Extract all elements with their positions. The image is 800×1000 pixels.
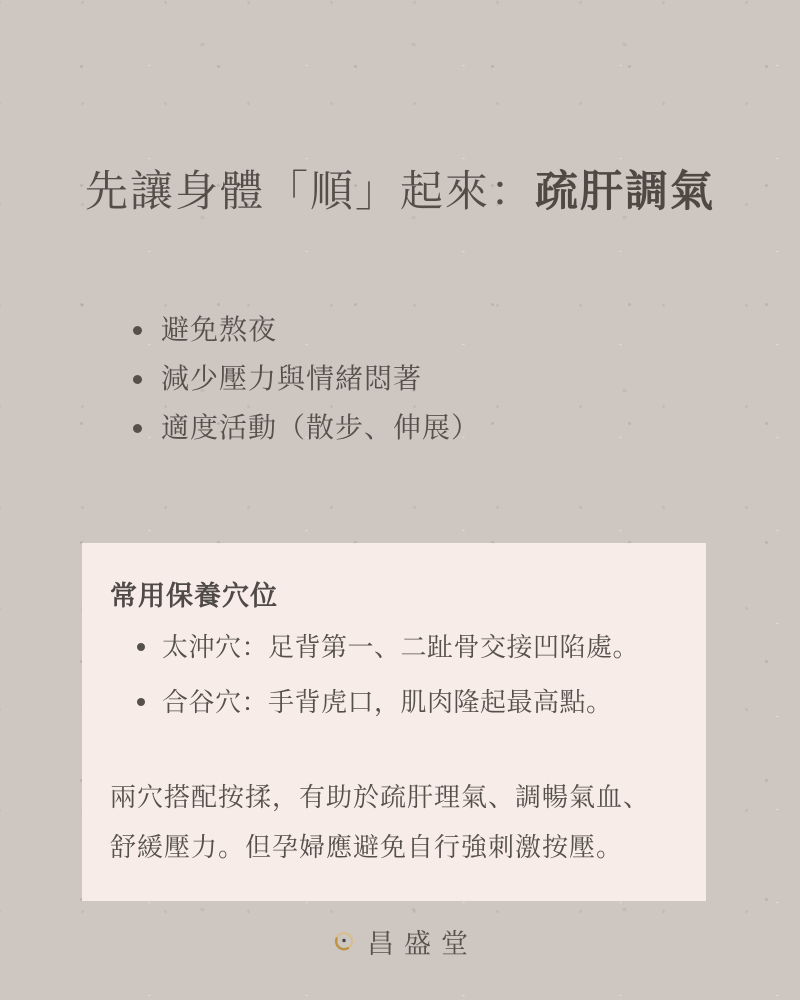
gold-ring-dot-icon (332, 930, 356, 954)
list-item-label: 太沖穴：足背第一、二趾骨交接凹陷處。 (162, 632, 640, 662)
card-heading: 常用保養穴位 (110, 581, 278, 611)
bullet-dot-icon (137, 698, 145, 706)
list-item-label: 適度活動（散步、伸展） (161, 412, 481, 443)
page-title-bold: 疏肝調氣 (535, 168, 715, 216)
bullet-dot-icon (137, 643, 145, 651)
card-paragraph: 兩穴搭配按揉，有助於疏肝理氣、調暢氣血、舒緩壓力。但孕婦應避免自行強刺激按壓。 (110, 782, 651, 862)
list-item (133, 414, 480, 442)
bullet-dot-icon (133, 375, 142, 384)
brand-name: 昌盛堂 (367, 929, 478, 959)
intro-bullet-list (133, 316, 480, 463)
list-item-label: 減少壓力與情緒悶著 (161, 363, 423, 394)
brand-footer (0, 922, 800, 961)
list-item-label: 避免熬夜 (161, 314, 278, 345)
page-title (0, 166, 800, 218)
page-title-regular: 先讓身體「順」起來： (85, 168, 535, 216)
list-item (137, 689, 678, 715)
list-item (133, 316, 480, 344)
bullet-dot-icon (133, 424, 142, 433)
list-item (137, 634, 678, 660)
list-item-label: 合谷穴：手背虎口，肌肉隆起最高點。 (162, 687, 613, 717)
bullet-dot-icon (133, 326, 142, 335)
card-bullet-list (110, 634, 678, 715)
acupoint-card (82, 543, 706, 901)
list-item (133, 365, 480, 393)
